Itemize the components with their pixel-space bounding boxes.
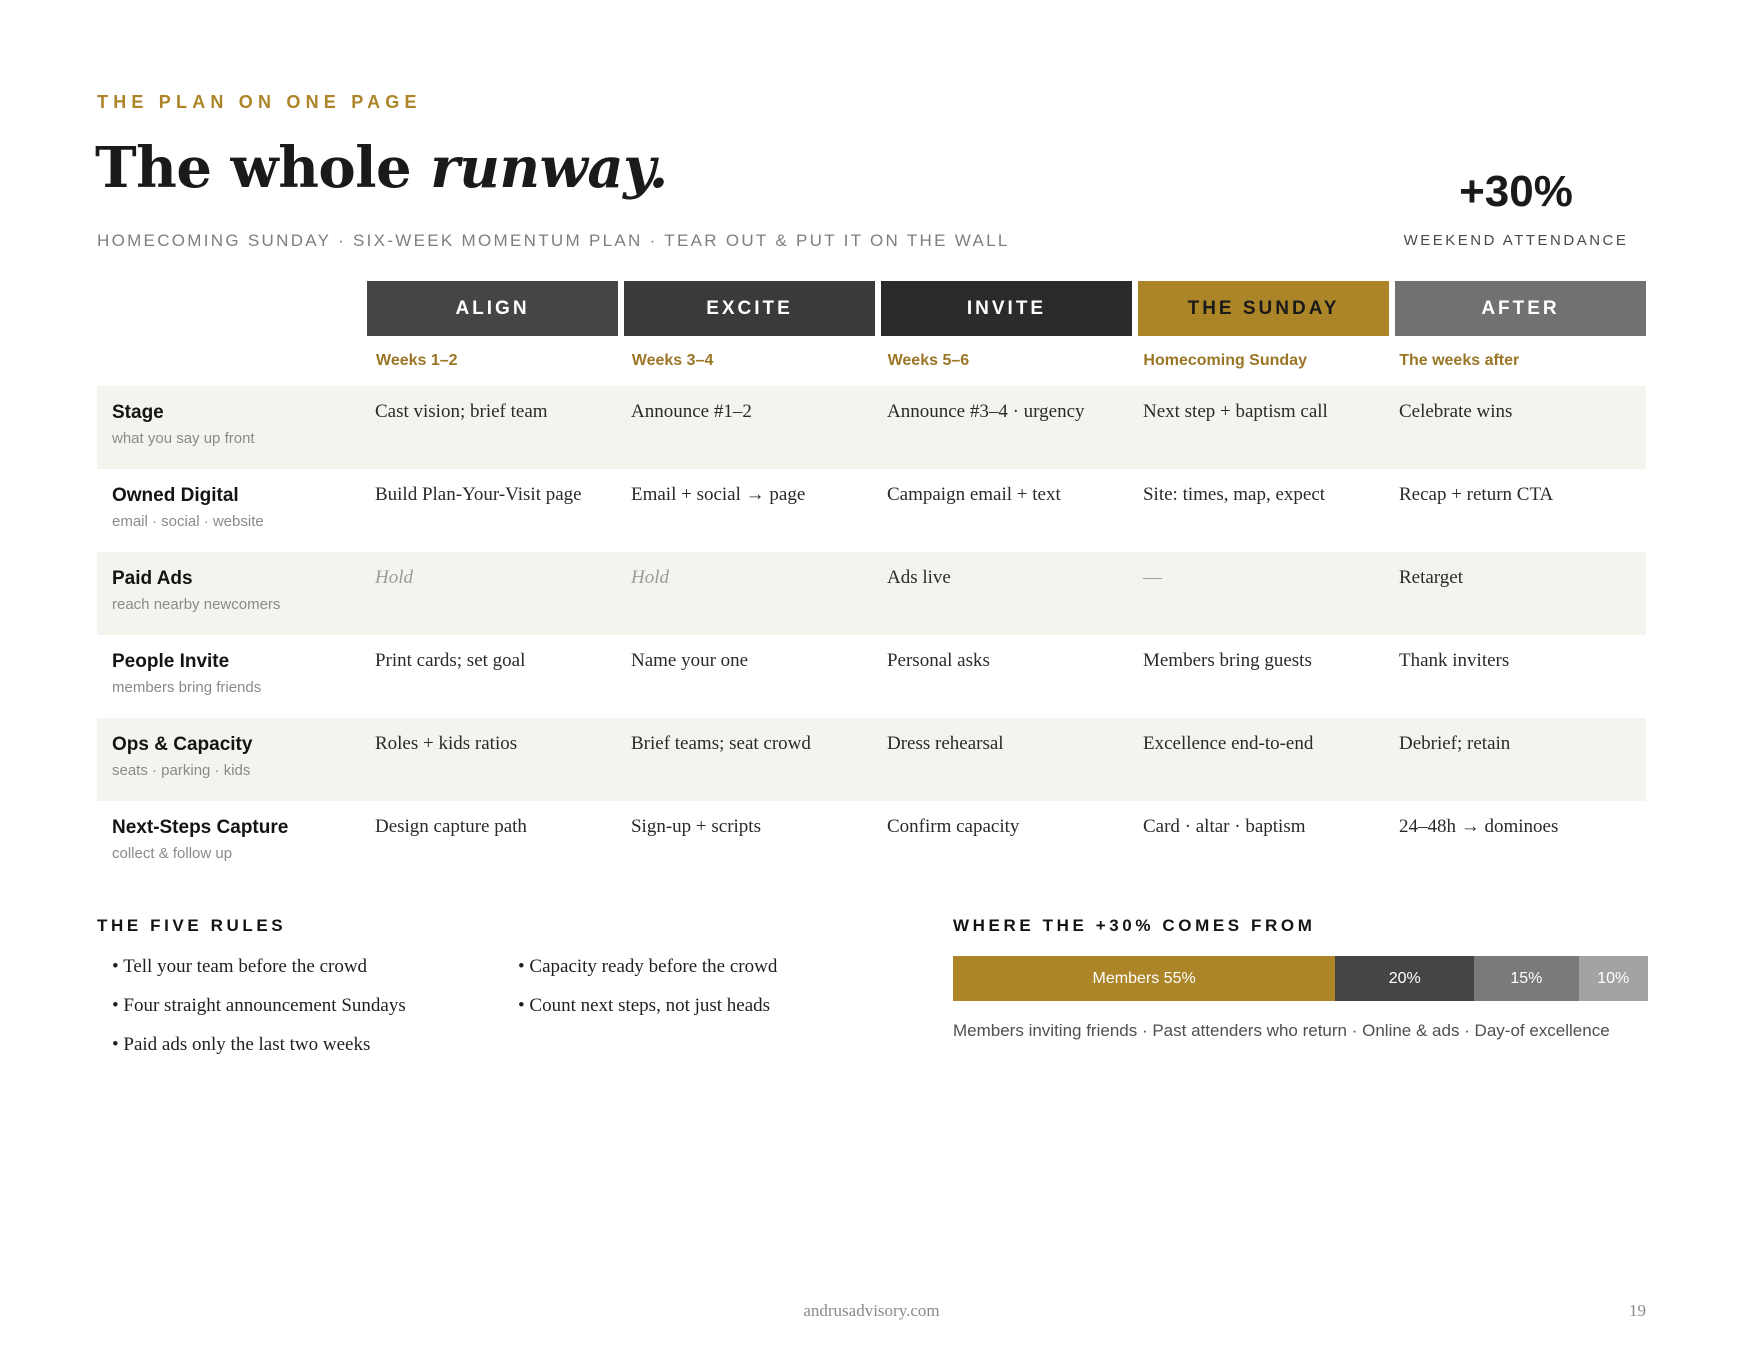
phase-header-excite: EXCITE [624, 281, 875, 336]
table-cell: Celebrate wins [1398, 401, 1513, 422]
stat-label: WEEKEND ATTENDANCE [1403, 232, 1629, 249]
page-number: 19 [1629, 1301, 1646, 1320]
table-cell: Hold [630, 567, 669, 588]
breakdown-segment: 15% [1474, 956, 1578, 1001]
row-subtitle: seats · parking · kids [112, 762, 251, 779]
row-header [97, 801, 366, 884]
table-cell: Site: times, map, expect [1142, 484, 1326, 505]
row-subtitle: collect & follow up [112, 845, 233, 862]
table-cell: Announce #1–2 [630, 401, 752, 422]
table-cell: Hold [374, 567, 413, 588]
table-cell: Print cards; set goal [374, 650, 526, 671]
row-title: Stage [112, 402, 164, 423]
phase-header-invite: INVITE [881, 281, 1132, 336]
table-body [97, 386, 1646, 884]
rules-column-2 [518, 956, 924, 1073]
table-row [97, 386, 1646, 469]
phase-header-after: AFTER [1395, 281, 1646, 336]
stat-value: +30% [1459, 167, 1573, 216]
row-header [97, 552, 366, 635]
table-cell: Members bring guests [1142, 650, 1312, 671]
phase-weeks: Weeks 1–2 [376, 352, 458, 369]
table-cell: Brief teams; seat crowd [630, 733, 811, 754]
headline-stat [1386, 167, 1646, 249]
table-cell: Ads live [886, 567, 951, 588]
table-cell: Campaign email + text [886, 484, 1061, 505]
rules-column-1 [112, 956, 518, 1073]
plan-table [97, 281, 1646, 884]
table-cell: Confirm capacity [886, 816, 1020, 837]
table-cell: Card · altar · baptism [1142, 816, 1306, 837]
table-cell: Personal asks [886, 650, 990, 671]
row-title: Owned Digital [112, 485, 239, 506]
table-cell: Excellence end-to-end [1142, 733, 1314, 754]
table-row [97, 552, 1646, 635]
rule-item: • Capacity ready before the crowd [518, 956, 924, 995]
phase-weeks: Weeks 5–6 [887, 352, 970, 369]
breakdown-segment: Members 55% [953, 956, 1335, 1001]
table-row [97, 469, 1646, 552]
table-cell: Dress rehearsal [886, 733, 1004, 754]
rules-title: THE FIVE RULES [97, 916, 287, 935]
table-cell: Sign-up + scripts [630, 816, 761, 837]
table-cell: Build Plan-Your-Visit page [374, 484, 582, 505]
breakdown-title: WHERE THE +30% COMES FROM [953, 916, 1316, 935]
table-row [97, 801, 1646, 884]
footer-site: andrusadvisory.com [803, 1301, 940, 1320]
breakdown-bar [953, 956, 1648, 1001]
title-emphasis: runway. [430, 135, 668, 201]
breakdown-caption: Members inviting friends · Past attenders who return · Online & ads · Day-of excellence [953, 1021, 1610, 1040]
row-header [97, 469, 366, 552]
table-cell: 24–48h → dominoes [1398, 816, 1559, 837]
title-main: The whole [95, 135, 431, 201]
row-header [97, 718, 366, 801]
table-row [97, 635, 1646, 718]
rule-item: • Paid ads only the last two weeks [112, 1034, 518, 1073]
phase-weeks: Weeks 3–4 [631, 352, 714, 369]
rule-item: • Tell your team before the crowd [112, 956, 518, 995]
breakdown-segment: 20% [1335, 956, 1474, 1001]
table-cell: Cast vision; brief team [374, 401, 548, 422]
row-title: People Invite [112, 651, 230, 672]
table-cell: Thank inviters [1398, 650, 1510, 671]
row-subtitle: members bring friends [112, 679, 262, 696]
row-header [97, 635, 366, 718]
table-cell: Next step + baptism call [1142, 401, 1328, 422]
phase-header-row [367, 281, 1646, 336]
row-subtitle: email · social · website [112, 513, 264, 530]
phase-weeks: The weeks after [1399, 352, 1520, 369]
phase-weeks: Homecoming Sunday [1143, 352, 1307, 369]
table-cell: Debrief; retain [1398, 733, 1511, 754]
phase-header-the-sunday: THE SUNDAY [1138, 281, 1389, 336]
rules-list [112, 956, 924, 1073]
table-cell: — [1142, 567, 1162, 588]
table-row [97, 718, 1646, 801]
table-cell: Recap + return CTA [1398, 484, 1554, 505]
table-cell: Email + social → page [630, 484, 806, 505]
phase-header-align: ALIGN [367, 281, 618, 336]
row-subtitle: what you say up front [112, 430, 255, 447]
breakdown-segment: 10% [1579, 956, 1649, 1001]
row-subtitle: reach nearby newcomers [112, 596, 281, 613]
rule-item: • Count next steps, not just heads [518, 995, 924, 1034]
table-cell: Name your one [630, 650, 749, 671]
table-cell: Design capture path [374, 816, 527, 837]
row-title: Next-Steps Capture [112, 817, 289, 838]
table-cell: Roles + kids ratios [374, 733, 518, 754]
row-header [97, 386, 366, 469]
table-cell: Retarget [1398, 567, 1463, 588]
row-title: Ops & Capacity [112, 734, 253, 755]
page-subtitle: HOMECOMING SUNDAY · SIX-WEEK MOMENTUM PLAN · TEAR OUT & PUT IT ON THE WALL [97, 231, 1010, 250]
row-title: Paid Ads [112, 568, 193, 589]
weeks-row [367, 336, 1646, 386]
eyebrow-label: THE PLAN ON ONE PAGE [97, 92, 422, 112]
table-cell: Announce #3–4 · urgency [886, 401, 1085, 422]
page-title [95, 135, 668, 201]
rule-item: • Four straight announcement Sundays [112, 995, 518, 1034]
